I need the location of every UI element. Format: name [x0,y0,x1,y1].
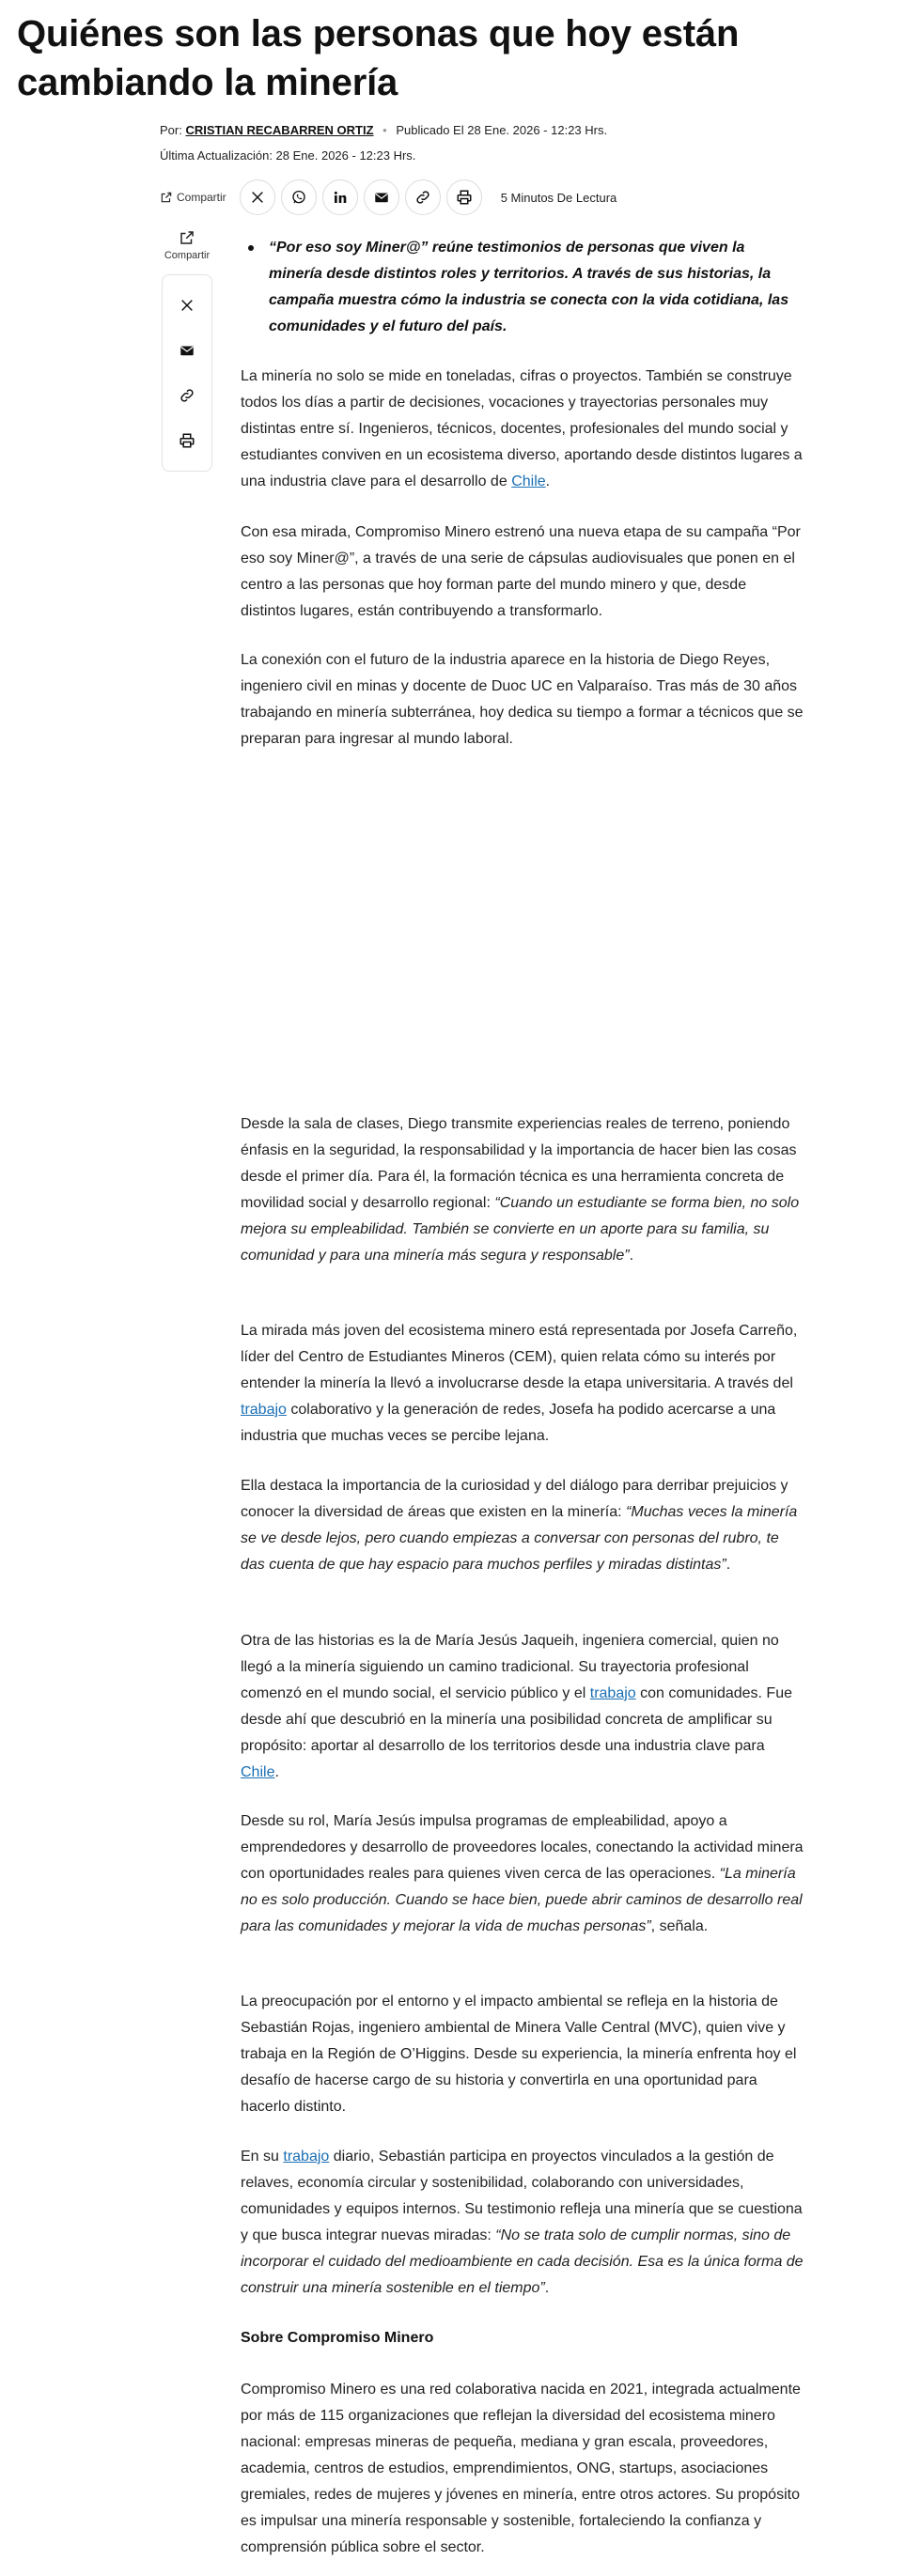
share-email-button[interactable] [364,179,399,215]
share-icon [179,229,195,246]
byline [160,117,607,143]
author-link[interactable]: CRISTIAN RECABARREN ORTIZ [185,123,374,137]
share-whatsapp-button[interactable] [281,179,317,215]
print-icon [179,432,195,449]
side-copy-link-button[interactable] [168,373,206,418]
updated-date: Última Actualización: 28 Ene. 2026 - 12:23 Hrs. [160,148,416,163]
article-meta [160,117,607,168]
x-icon [180,298,195,313]
side-email-button[interactable] [168,328,206,373]
paragraph-11: Compromiso Minero es una red colaborativa nacida en 2021, integrada actualmente por más de 115 organizaciones que reflejan la diversidad del ecosistema minero nacional: empresas mineras de pequeña, mediana y gran escala, proveedores, academia, centros de estudios, emprendimientos, ONG, startups, asociaciones gremiales, redes de mujeres y jóvenes en minería, entre otros actores. Su propósito es impulsar una minería responsable y sostenible, fortaleciendo la confianza y comprensión pública sobre el sector. [241,2382,801,2555]
x-icon [250,190,265,205]
lead-item: “Por eso soy Miner@” reúne testimonios de personas que viven la minería desde distintos roles y territorios. A través de sus historias, la campaña muestra cómo la industria se conecta con la vida cotidiana, las comunidades y el futuro del país. [269,235,795,340]
side-share-label: Compartir [164,250,211,261]
link-icon [179,387,195,404]
paragraph-9: La preocupación por el entorno y el impacto ambiental se refleja en la historia de Sebastián Rojas, ingeniero ambiental de Minera Valle Central (MVC), quien vive y trabaja en la Región de O’Higgins. Desde su experiencia, la minería enfrenta hoy el desafío de hacerse cargo de su historia y convertirla en una oportunidad para hacerlo distinto. [241,1994,797,2115]
share-x-button[interactable] [240,179,275,215]
share-label: Compartir [177,191,226,204]
print-icon [456,189,473,206]
share-button[interactable] [160,191,226,204]
paragraph-4: Desde la sala de clases, Diego transmite experiencias reales de terreno, poniendo énfasis en la seguridad, la responsabilidad y la importancia de hacer bien las cosas desde el primer día. Para él, la formación técnica es una herramienta concreta de movilidad social y desarrollo regional: “Cuando un estudiante se forma bien, no solo mejora su empleabilidad. También se convierte en un aporte para su familia, su comunidad y para una minería más segura y responsable”. [241,1116,800,1264]
article-lead [269,235,795,340]
paragraph-3: La conexión con el futuro de la industria aparece en la historia de Diego Reyes, ingeniero civil en minas y docente de Duoc UC en Valparaíso. Tras más de 30 años trabajando en minería subterránea, hoy dedica su tiempo a formar a técnicos que se preparan para ingresar al mundo laboral. [241,652,804,747]
share-copy-link-button[interactable] [405,179,441,215]
side-x-button[interactable] [168,283,206,328]
share-print-button[interactable] [446,179,482,215]
share-linkedin-button[interactable] [322,179,358,215]
sticky-share-sidebar [162,229,212,472]
side-print-button[interactable] [168,418,206,463]
tag-link-chile[interactable]: Chile [511,473,546,489]
paragraph-8: Desde su rol, María Jesús impulsa programas de empleabilidad, apoyo a emprendedores y desarrollo de proveedores locales, conectando la actividad minera con oportunidades reales para quienes viven cerca de las operaciones. “La minería no es solo producción. Cuando se hace bien, puede abrir caminos de desarrollo real para las comunidades y mejorar la vida de muchas personas”, señala. [241,1813,804,1934]
paragraph-2: Con esa mirada, Compromiso Minero estrenó una nueva etapa de su campaña “Por eso soy Miner@”, a través de una serie de cápsulas audiovisuales que ponen en el centro a las personas que hoy forman parte del mundo minero y que, desde distintos lugares, están contribuyendo a transformarlo. [241,524,801,619]
paragraph-5: La mirada más joven del ecosistema minero está representada por Josefa Carreño, líder del Centro de Estudiantes Mineros (CEM), quien relata cómo su interés por entender la minería la llevó a involucrarse desde la etapa universitaria. A través del trabajo colaborativo y la generación de redes, Josefa ha podido acercarse a una industria que muchas veces se percibe lejana. [241,1323,798,1444]
paragraph-7: Otra de las historias es la de María Jesús Jaqueih, ingeniera comercial, quien no llegó a la minería siguiendo un camino tradicional. Su trayectoria profesional comenzó en el mundo social, el servicio público y el trabajo con comunidades. Fue desde ahí que descubrió en la minería una posibilidad concreta de amplificar su propósito: aportar al desarrollo de los territorios desde una industria clave para Chile. [241,1633,792,1780]
quote: “No se trata solo de cumplir normas, sino de incorporar el cuidado del medioambiente en cada decisión. Esa es la única forma de construir una minería sostenible en el tiempo” [241,2227,804,2296]
linkedin-icon [333,190,348,205]
section-heading: Sobre Compromiso Minero [241,2330,434,2346]
quote: “Muchas veces la minería se ve desde lejos, pero cuando empiezas a conversar con personas del rubro, te das cuenta de que hay espacio para muchos perfiles y miradas distintas” [241,1504,798,1573]
paragraph-10: En su trabajo diario, Sebastián participa en proyectos vinculados a la gestión de relaves, economía circular y sostenibilidad, colaborando con universidades, comunidades y equipos internos. Su testimonio refleja una minería que se cuestiona y que busca integrar nuevas miradas: “No se trata solo de cumplir normas, sino de incorporar el cuidado del medioambiente en cada decisión. Esa es la única forma de construir una minería sostenible en el tiempo”. [241,2149,804,2296]
whatsapp-icon [290,189,307,206]
side-share-button[interactable] [164,229,210,261]
article-title: Quiénes son las personas que hoy están cambiando la minería [17,13,740,103]
read-time: 5 Minutos De Lectura [500,190,617,205]
paragraph-1: La minería no solo se mide en toneladas, cifras o proyectos. También se construye todos los días a partir de decisiones, vocaciones y trayectorias personales muy distintas entre sí. Ingenieros, técnicos, docentes, profesionales del mundo social y estudiantes conviven en un ecosistema diverso, aportando desde distintos lugares a una industria clave para el desarrollo de Chile. [241,368,803,489]
link-icon [414,189,431,206]
paragraph-6: Ella destaca la importancia de la curiosidad y del diálogo para derribar prejuicios y conocer la diversidad de áreas que existen en la minería: “Muchas veces la minería se ve desde lejos, pero cuando empiezas a conversar con personas del rubro, te das cuenta de que hay espacio para muchos perfiles y miradas distintas”. [241,1478,798,1573]
quote: “Cuando un estudiante se forma bien, no solo mejora su empleabilidad. También se convierte en un aporte para su familia, su comunidad y para una minería más segura y responsable” [241,1195,800,1264]
tag-link-trabajo[interactable]: trabajo [589,1685,636,1701]
tag-link-trabajo[interactable]: trabajo [241,1402,287,1418]
email-icon [179,342,195,359]
published-date: Publicado El 28 Ene. 2026 - 12:23 Hrs. [396,123,608,137]
email-icon [373,189,390,206]
by-label: Por: [160,123,182,137]
tag-link-chile[interactable]: Chile [241,1764,275,1780]
share-icon [160,191,173,204]
tag-link-trabajo[interactable]: trabajo [283,2149,330,2165]
quote: “La minería no es solo producción. Cuando se hace bien, puede abrir caminos de desarrollo real para las comunidades y mejorar la vida de muchas personas” [241,1866,803,1934]
side-share-box [162,274,212,472]
meta-separator: • [382,123,387,137]
share-bar [160,177,617,218]
